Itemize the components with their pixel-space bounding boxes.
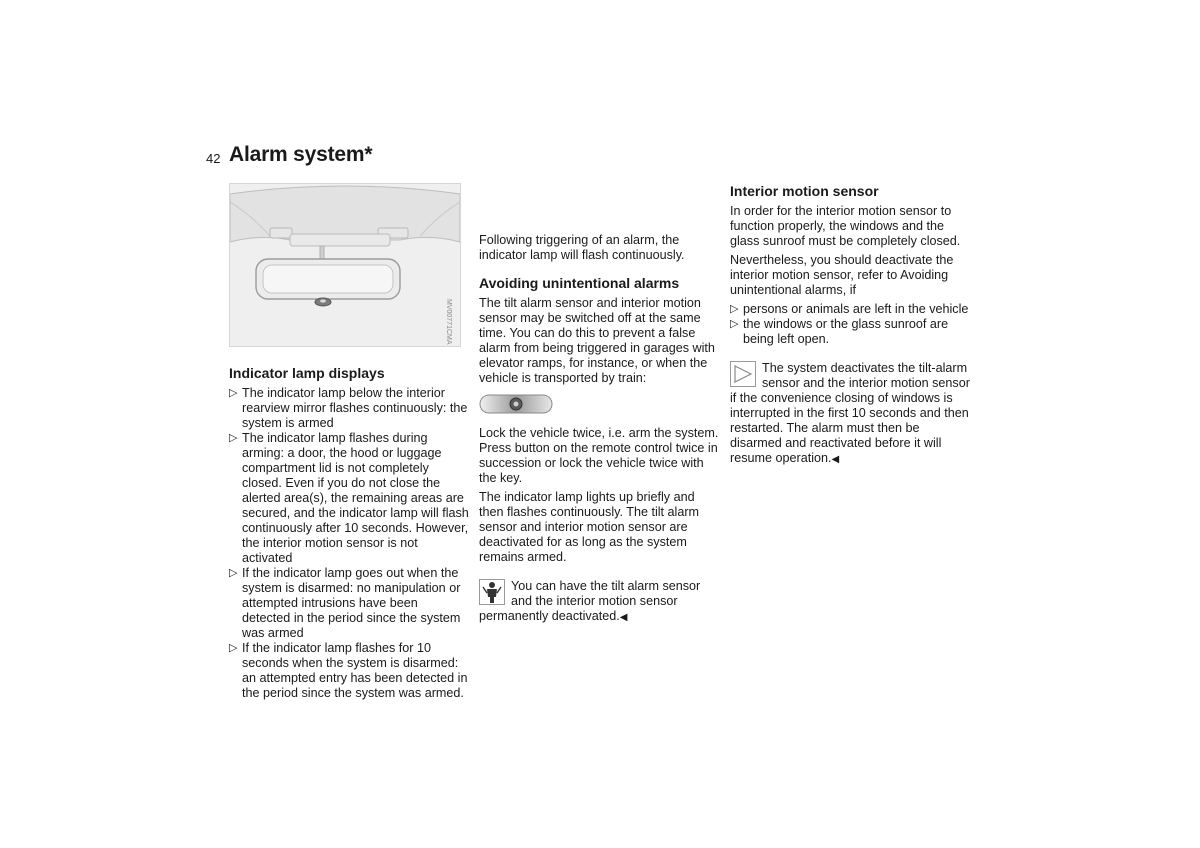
lock-paragraph: Lock the vehicle twice, i.e. arm the system. Press button on the remote control twice in succession or lock the vehicle twice with the key.	[479, 426, 719, 485]
end-marker-icon: ◀	[831, 454, 840, 465]
following-paragraph: Following triggering of an alarm, the indicator lamp will flash continuously.	[479, 233, 685, 262]
list-item	[229, 386, 469, 431]
avoiding-intro: The tilt alarm sensor and interior motion sensor may be switched off at the same time. You can do this to prevent a false alarm from being triggered in garages with elevator ramps, for instance, or when the vehicle is transported by train:	[479, 296, 715, 385]
bullet-triangle-icon: ▷	[730, 303, 739, 315]
list-item-text: The indicator lamp below the interior rearview mirror flashes continuously: the system is armed	[242, 386, 468, 430]
list-item-text: If the indicator lamp goes out when the system is disarmed: no manipulation or attempted intrusions have been detected in the period since the system was armed	[242, 566, 461, 640]
rearview-mirror-illustration	[229, 183, 461, 347]
page-title: Alarm system*	[229, 143, 373, 166]
list-item	[730, 302, 972, 317]
bullet-triangle-icon: ▷	[229, 387, 238, 399]
interior-mirror-image	[230, 184, 460, 346]
service-technician-icon	[479, 579, 505, 605]
indicator-list	[229, 386, 469, 701]
list-item-text: persons or animals are left in the vehicle	[743, 302, 969, 316]
service-note-text: You can have the tilt alarm sensor and the interior motion sensor permanently deactivated.	[479, 579, 701, 623]
figure-code: MV00771CMA	[445, 299, 452, 345]
list-item	[229, 566, 469, 641]
bullet-triangle-icon: ▷	[229, 432, 238, 444]
avoiding-heading: Avoiding unintentional alarms	[479, 275, 680, 291]
lamp-paragraph: The indicator lamp lights up briefly and then flashes continuously. The tilt alarm sensor and interior motion sensor are deactivated for as long as the system remains armed.	[479, 490, 700, 564]
interior-paragraph-2: Nevertheless, you should deactivate the interior motion sensor, refer to Avoiding unintentional alarms, if	[730, 253, 954, 297]
column-2-main	[479, 233, 721, 625]
interior-heading: Interior motion sensor	[730, 183, 879, 199]
column-3	[730, 183, 972, 467]
indicator-heading: Indicator lamp displays	[229, 365, 385, 381]
list-item-text: the windows or the glass sunroof are being left open.	[743, 317, 949, 346]
end-marker-icon: ◀	[619, 612, 628, 623]
list-item	[229, 641, 469, 701]
list-item-text: The indicator lamp flashes during arming: a door, the hood or luggage compartment lid is not completely closed. Even if you do not close the alerted area(s), the remaining areas are secured, and the indicator lamp will flash continuously after 10 seconds. However, the interior motion sensor is not activated	[242, 431, 469, 565]
column-1	[229, 183, 469, 705]
bullet-triangle-icon: ▷	[229, 567, 238, 579]
service-note	[479, 579, 721, 625]
deactivation-note	[730, 361, 972, 467]
bullet-triangle-icon: ▷	[730, 318, 739, 330]
note-triangle-icon	[730, 361, 756, 387]
deactivation-note-text: The system deactivates the tilt-alarm sensor and the interior motion sensor if the convenience closing of windows is interrupted in the first 10 seconds and then restarted. The alarm must then be disarmed and reactivated before it will resume operation.	[730, 361, 970, 465]
list-item	[730, 317, 972, 347]
bullet-triangle-icon: ▷	[229, 642, 238, 654]
page-number: 42	[206, 151, 221, 166]
interior-paragraph-1: In order for the interior motion sensor to function properly, the windows and the glass sunroof must be completely closed.	[730, 204, 961, 248]
remote-key-icon	[479, 394, 553, 414]
list-item	[229, 431, 469, 566]
list-item-text: If the indicator lamp flashes for 10 seconds when the system is disarmed: an attempted entry has been detected in the period since the system was armed.	[242, 641, 468, 700]
interior-list	[730, 302, 972, 347]
